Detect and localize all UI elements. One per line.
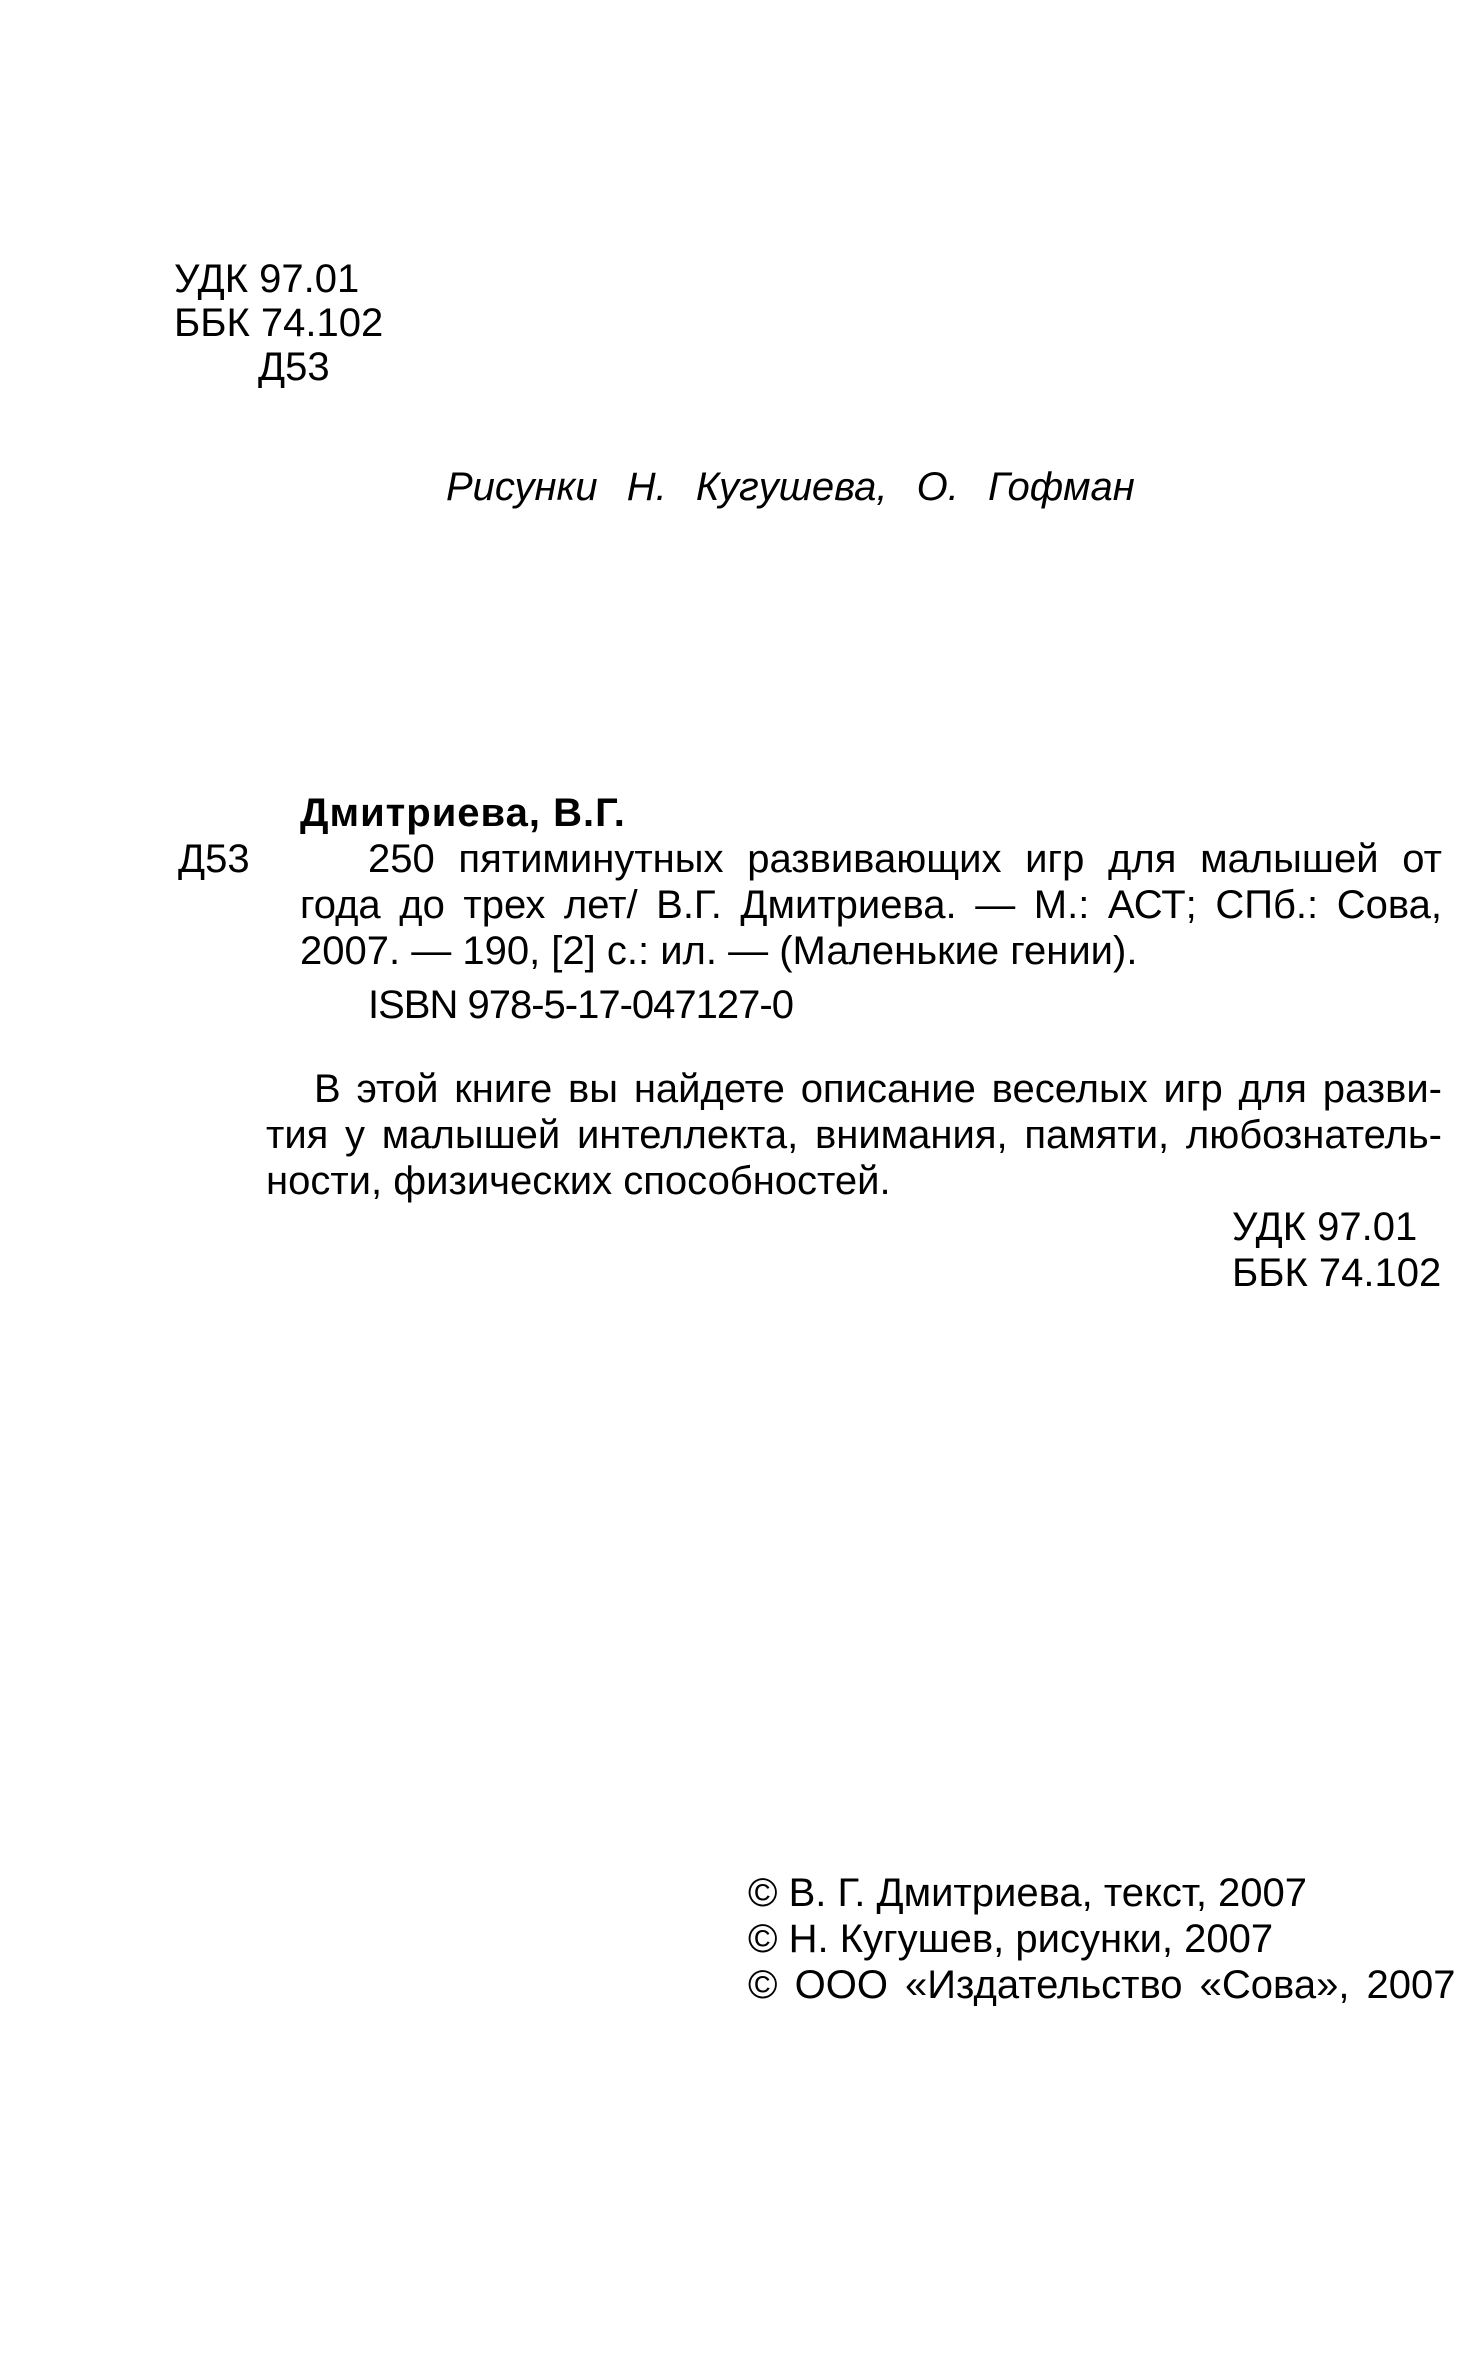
description-line-1: 250 пятиминутных развивающих игр для малышей от (368, 837, 1442, 881)
author-mark-record: Д53 (178, 837, 250, 881)
copyright-line-3: © ООО «Издательство «Сова», 2007 (748, 1963, 1456, 2007)
copyright-line-2: © Н. Кугушев, рисунки, 2007 (748, 1917, 1274, 1961)
author-mark-top: Д53 (258, 345, 330, 389)
annotation (266, 1066, 1442, 1204)
bbk-bottom: ББК 74.102 (1232, 1251, 1442, 1295)
description-line-2: года до трех лет/ В.Г. Дмитриева. — М.: АСТ; СПб.: Сова, (300, 883, 1442, 927)
udk-bottom: УДК 97.01 (1232, 1205, 1418, 1249)
author-heading: Дмитриева, В.Г. (300, 791, 626, 835)
udk-top: УДК 97.01 (174, 257, 360, 301)
illustrators-credit: Рисунки Н. Кугушева, О. Гофман (446, 465, 1135, 509)
bbk-top: ББК 74.102 (174, 301, 384, 345)
bibliographic-description (300, 836, 1442, 974)
description-line-3: 2007. — 190, [2] с.: ил. — (Маленькие гении). (300, 929, 1138, 973)
annotation-line-3: ности, физических способностей. (266, 1159, 891, 1203)
annotation-line-1: В этой книге вы найдете описание веселых игр для разви- (314, 1067, 1442, 1111)
isbn: ISBN 978-5-17-047127-0 (368, 983, 793, 1027)
copyright-line-1: © В. Г. Дмитриева, текст, 2007 (748, 1871, 1308, 1915)
annotation-line-2: тия у малышей интеллекта, внимания, памяти, любознатель- (266, 1113, 1442, 1157)
